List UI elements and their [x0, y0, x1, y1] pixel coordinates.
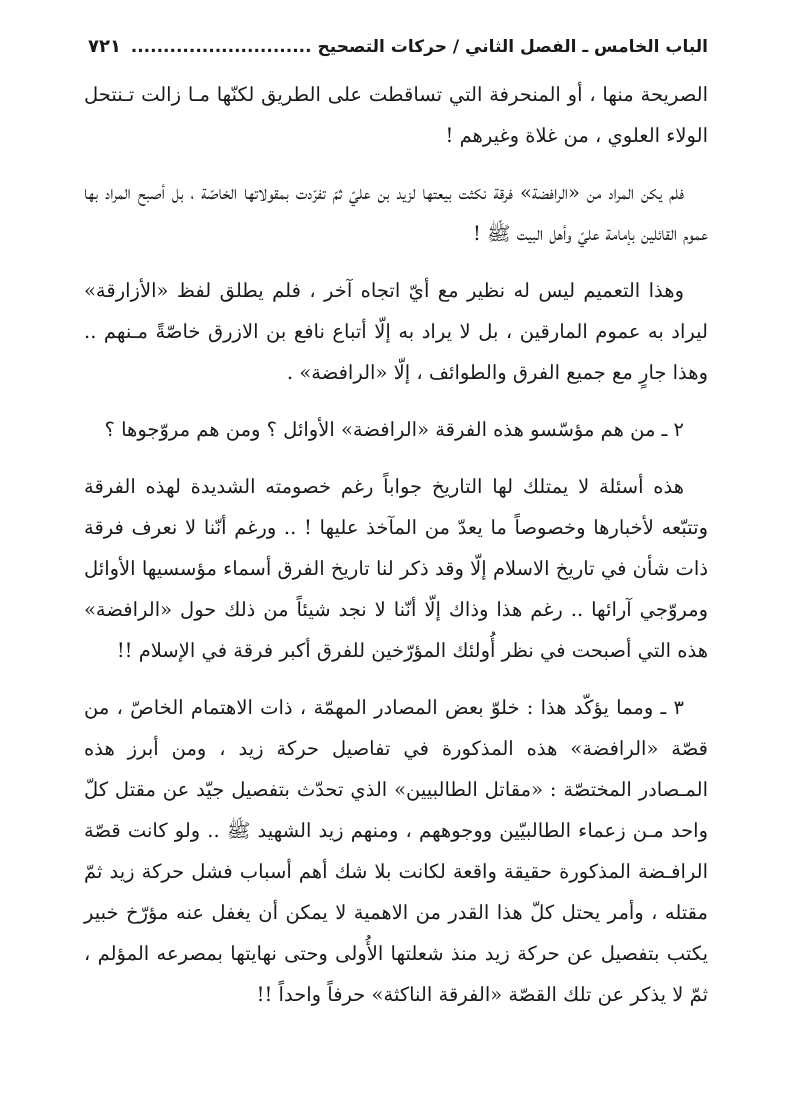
page-number: ٧٢١ [88, 36, 121, 57]
paragraph-4: ٢ ـ من هم مؤسّسو هذه الفرقة «الرافضة» الأوائل ؟ ومن هم مروّجوها ؟ [104, 418, 684, 441]
header-title: الباب الخامس ـ الفصل الثاني / حركات التصحيح ............................ [130, 37, 708, 57]
paragraph-5: هذه أسئلة لا يمتلك لها التاريخ جواباً رغم خصومته الشديدة لهذه الفرقة وتتبّعه لأخبارها وخصوصاً ما يعدّ من المآخذ عليها ! .. ورغم أنّنا لا نعرف فرقة ذات شأن في تاريخ الاسلام إلّا وقد ذكر لنا تاريخ الفرق أسماء مؤسسيها الأوائل ومروّجي آرائها .. رغم هذا وذاك إلّا أنّنا لا نجد شيئاً من ذلك حول «الرافضة» هذه التي أصبحت في نظر أُولئك المؤرّخين للفرق أكبر فرقة في الإسلام !! [84, 475, 708, 662]
paragraph-6: ٣ ـ ومما يؤكّد هذا : خلوّ بعض المصادر المهمّة ، ذات الاهتمام الخاصّ ، من قصّة «الرافضة» هذه المذكورة في تفاصيل حركة زيد ، ومن أبرز هذه المـصادر المختصّة : «مقاتل الطالبيين» الذي تحدّث بتفصيل جيّد عن مقتل كلّ واحد مـن زعماء الطالبيّين ووجوههم ، ومنهم زيد الشهيد ﷺ .. ولو كانت قصّة الرافـضة المذكورة حقيقة واقعة لكانت بلا شك أهم أسباب فشل حركة زيد ثمّ مقتله ، وأمر يحتل كلّ هذا القدر من الاهمية لا يمكن أن يغفل عنه مؤرّخ خبير يكتب بتفصيل عن حركة زيد منذ شعلتها الأُولى وحتى نهايتها بمصرعه المؤلم ، ثمّ لا يذكر عن تلك القصّة «الفرقة الناكثة» حرفاً واحداً !! [84, 696, 708, 1006]
paragraph-1: الصريحة منها ، أو المنحرفة التي تساقطت على الطريق لكنّها مـا زالت تـنتحل الولاء العلوي ، من غلاة وغيرهم ! [84, 83, 708, 147]
body-text [84, 74, 708, 1031]
paragraph-2: فلم يكن المراد من «الرافضة» فرقة نكثت بيعتها لزيد بن عليّ ثمّ تفرّدت بمقولاتها الخاصّة ، بل أصبح المراد بها عموم القائلين بإمامة عليّ وأهل البيت ﷺ ! [84, 181, 708, 245]
running-header [88, 32, 708, 62]
paragraph-3: وهذا التعميم ليس له نظير مع أيّ اتجاه آخر ، فلم يطلق لفظ «الأزارقة» ليراد به عموم المارقين ، بل لا يراد به إلّا أتباع نافع بن الازرق خاصّةً مـنهم .. وهذا جارٍ مع جميع الفرق والطوائف ، إلّا «الرافضة» . [84, 279, 708, 384]
